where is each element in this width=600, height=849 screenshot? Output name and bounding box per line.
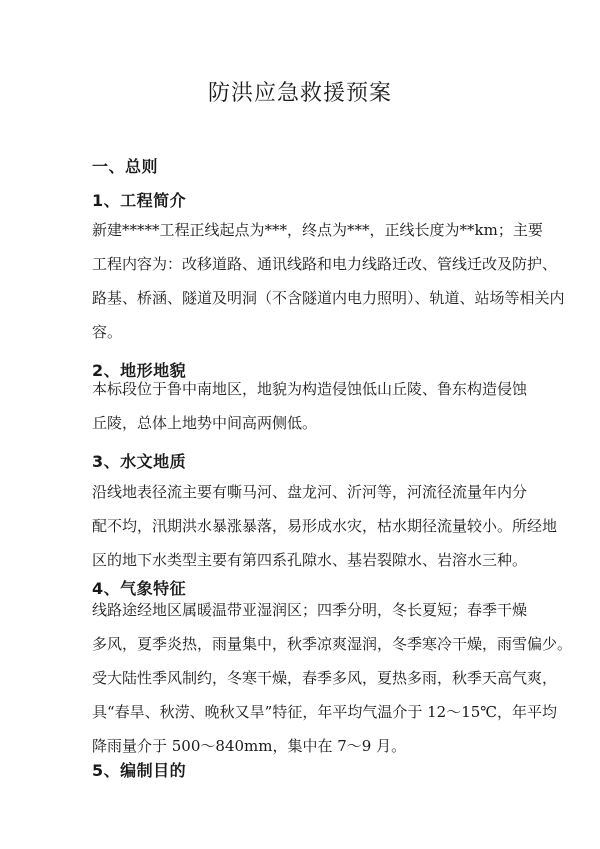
- section-4-paragraph: [92, 593, 573, 763]
- paragraph-line: 区的地下水类型主要有第四系孔隙水、基岩裂隙水、岩溶水三种。: [92, 551, 528, 569]
- paragraph-line: 容。: [92, 323, 123, 341]
- paragraph-line: 本标段位于鲁中南地区，地貌为构造侵蚀低山丘陵、鲁东构造侵蚀: [92, 380, 528, 398]
- section-1-paragraph: [92, 213, 565, 349]
- page-title: 防洪应急救援预案: [207, 81, 392, 106]
- paragraph-line: 配不均，汛期洪水暴涨暴落，易形成水灾，枯水期径流量较小。所经地: [92, 517, 558, 535]
- section-1-heading: 1、工程简介: [92, 191, 187, 210]
- paragraph-line: 工程内容为：改移道路、通讯线路和电力线路迁改、管线迁改及防护、: [92, 255, 558, 273]
- section-5-heading: 5、编制目的: [92, 761, 187, 780]
- paragraph-line: 丘陵，总体上地势中间高两侧低。: [92, 414, 318, 432]
- section-2-heading: 2、地形地貌: [92, 361, 187, 380]
- section-3-paragraph: [92, 475, 558, 577]
- paragraph-line: 新建*****工程正线起点为***，终点为***，正线长度为**km；主要: [92, 221, 543, 239]
- paragraph-line: 沿线地表径流主要有嘶马河、盘龙河、沂河等，河流径流量年内分: [92, 483, 528, 501]
- paragraph-line: 多风，夏季炎热，雨量集中，秋季凉爽湿润，冬季寒冷干燥，雨雪偏少。: [92, 635, 573, 653]
- section-general-heading: 一、总则: [92, 157, 159, 176]
- paragraph-line: 受大陆性季风制约，冬寒干燥，春季多风，夏热多雨，秋季天高气爽，: [92, 669, 558, 687]
- paragraph-line: 降雨量介于 500～840mm，集中在 7～9 月。: [92, 737, 407, 755]
- paragraph-line: 线路途经地区属暖温带亚湿润区；四季分明，冬长夏短；春季干燥: [92, 601, 528, 619]
- section-2-paragraph: [92, 372, 528, 440]
- paragraph-line: 具“春旱、秋涝、晚秋又旱”特征，年平均气温介于 12～15℃，年平均: [92, 703, 558, 721]
- section-4-heading: 4、气象特征: [92, 579, 187, 598]
- paragraph-line: 路基、桥涵、隧道及明洞（不含隧道内电力照明）、轨道、站场等相关内: [92, 289, 565, 307]
- section-3-heading: 3、水文地质: [92, 452, 187, 471]
